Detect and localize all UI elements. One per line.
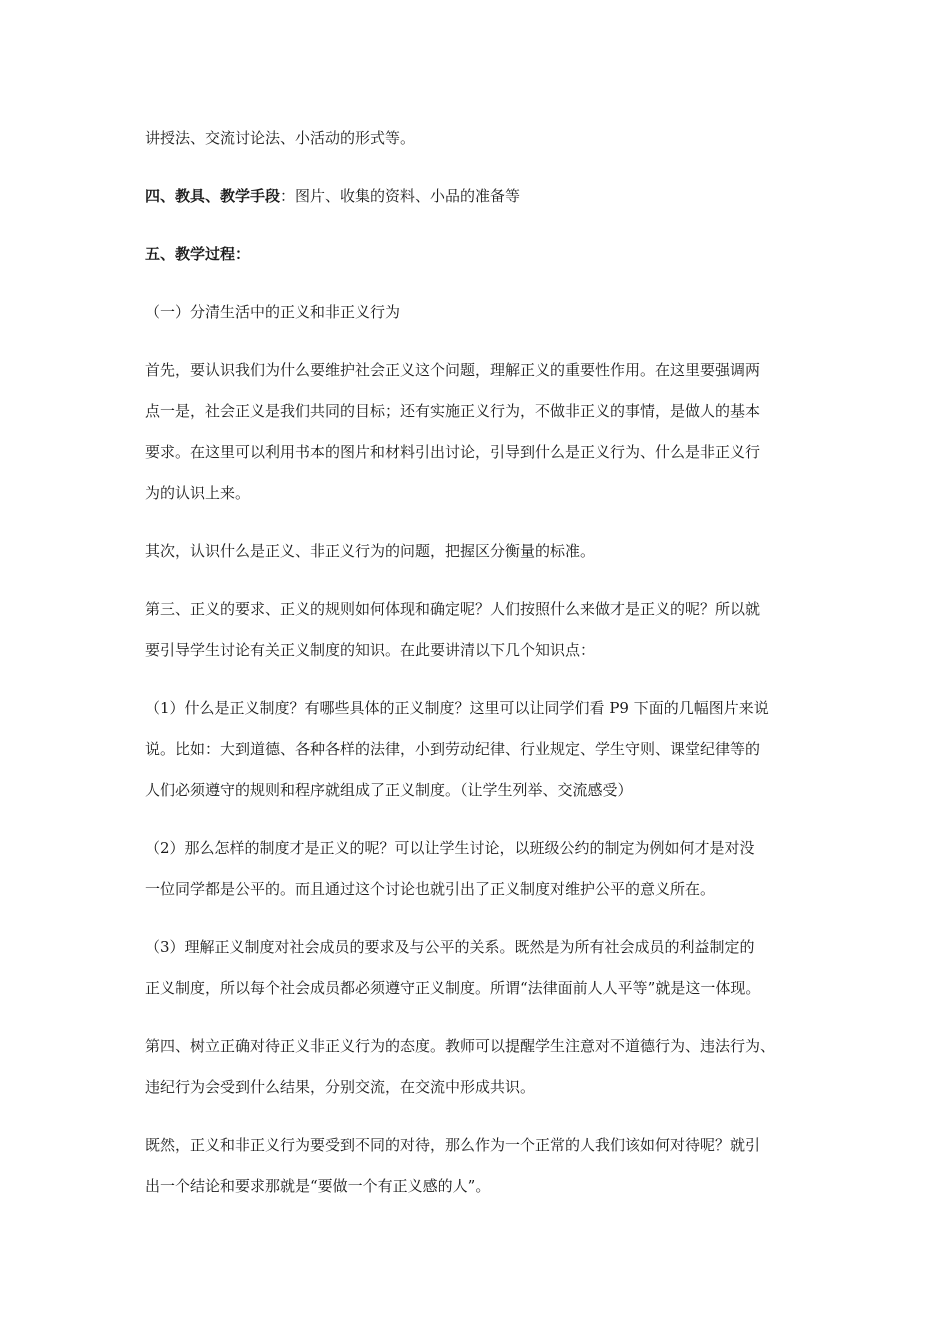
paragraph-8-line-2: 出一个结论和要求那就是“要做一个有正义感的人”。 — [145, 1177, 491, 1195]
paragraph-6-line-1: （3）理解正义制度对社会成员的要求及与公平的关系。既然是为所有社会成员的利益制定的 — [145, 938, 755, 956]
paragraph-8-line-1: 既然，正义和非正义行为要受到不同的对待，那么作为一个正常的人我们该如何对待呢？就引 — [145, 1136, 761, 1154]
paragraph-4-line-1: （1）什么是正义制度？有哪些具体的正义制度？这里可以让同学们看 P9 下面的几幅图片来说 — [145, 699, 769, 717]
teaching-method-line: 讲授法、交流讨论法、小活动的形式等。 — [145, 129, 416, 147]
subsection-1-heading: （一）分清生活中的正义和非正义行为 — [145, 303, 401, 321]
paragraph-1-line-4: 为的认识上来。 — [145, 484, 251, 502]
paragraph-4-line-3: 人们必须遵守的规则和程序就组成了正义制度。（让学生列举、交流感受） — [145, 781, 633, 799]
paragraph-3-line-2: 要引导学生讨论有关正义制度的知识。在此要讲清以下几个知识点： — [145, 641, 596, 659]
section-5-heading: 五、教学过程： — [145, 245, 251, 263]
paragraph-5-line-2: 一位同学都是公平的。而且通过这个讨论也就引出了正义制度对维护公平的意义所在。 — [145, 880, 716, 898]
paragraph-6-line-2: 正义制度，所以每个社会成员都必须遵守正义制度。所谓“法律面前人人平等”就是这一体现。 — [145, 979, 761, 997]
paragraph-3-line-1: 第三、正义的要求、正义的规则如何体现和确定呢？人们按照什么来做才是正义的呢？所以就 — [145, 600, 761, 618]
paragraph-2-line-1: 其次，认识什么是正义、非正义行为的问题，把握区分衡量的标准。 — [145, 542, 596, 560]
paragraph-7-line-1: 第四、树立正确对待正义非正义行为的态度。教师可以提醒学生注意对不道德行为、违法行为、 — [145, 1037, 776, 1055]
paragraph-7-line-2: 违纪行为会受到什么结果，分别交流，在交流中形成共识。 — [145, 1078, 536, 1096]
section-4-heading: 四、教具、教学手段 — [145, 187, 281, 205]
paragraph-4-line-2: 说。比如：大到道德、各种各样的法律，小到劳动纪律、行业规定、学生守则、课堂纪律等的 — [145, 740, 761, 758]
paragraph-1-line-2: 点一是，社会正义是我们共同的目标；还有实施正义行为，不做非正义的事情，是做人的基本 — [145, 402, 761, 420]
paragraph-5-line-1: （2）那么怎样的制度才是正义的呢？可以让学生讨论，以班级公约的制定为例如何才是对没 — [145, 839, 755, 857]
section-4-body: ：图片、收集的资料、小品的准备等 — [280, 187, 521, 205]
section-4-line — [145, 186, 520, 206]
paragraph-1-line-3: 要求。在这里可以利用书本的图片和材料引出讨论，引导到什么是正义行为、什么是非正义行 — [145, 443, 761, 461]
paragraph-1-line-1: 首先，要认识我们为什么要维护社会正义这个问题，理解正义的重要性作用。在这里要强调两 — [145, 361, 761, 379]
